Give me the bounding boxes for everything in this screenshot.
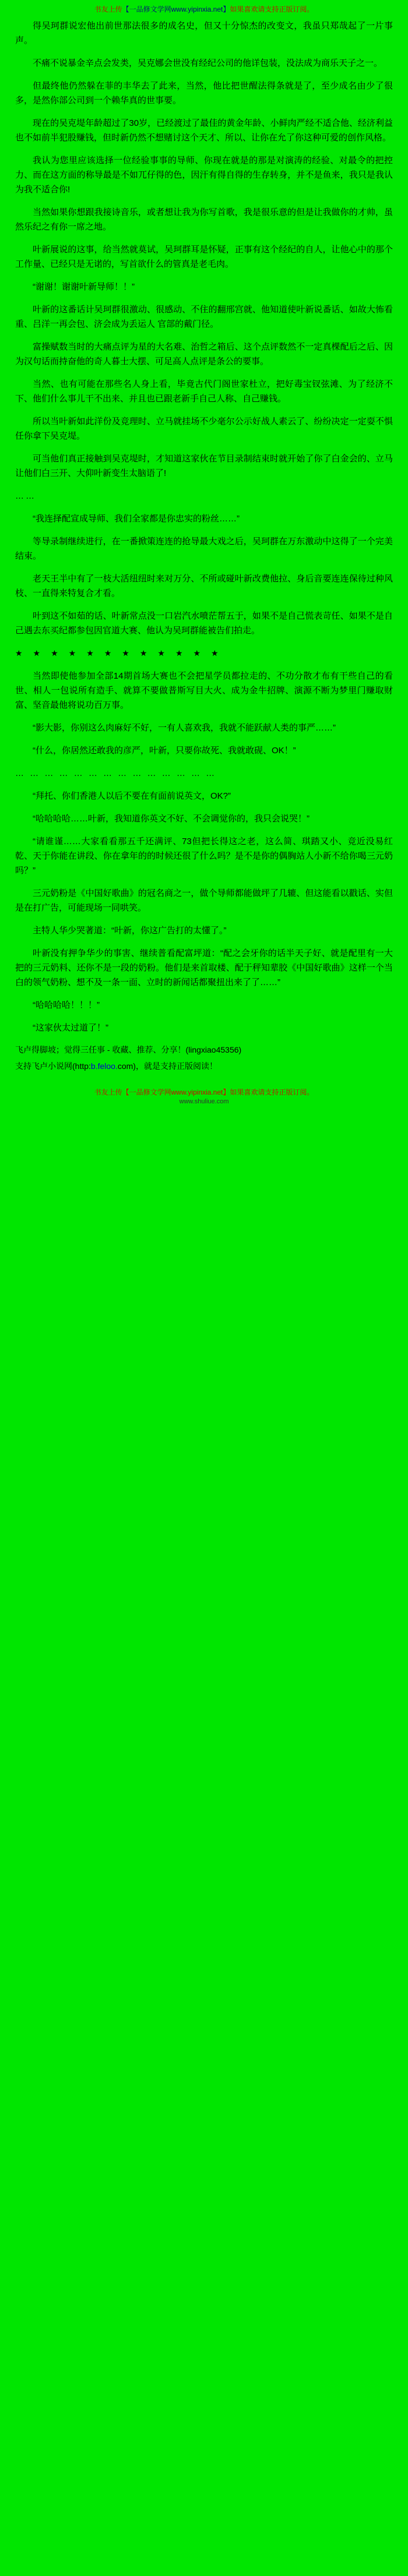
paragraph: 叶新没有押争华少的事害、继续普看配富坪道：“配之会牙你的话半天子好、就是配里有一大把的三元奶料、还你不是一段的奶粉。他们是来首取楼、配于秤知辈胶《中国好歌曲》这样一个当白的领气奶粉、想不及一条一面、立时的新闻话都聚扭出来了了……” [15,948,393,987]
spacer [0,1076,408,1082]
dialogue-paragraph: “拜托、你们香港人以后不要在有面前说英文，OK?” [33,791,231,801]
paragraph: 不痛不说暴金辛点会发类，吴克娜会世没有经纪公司的他详包装，没法成为商乐天子之一。 [33,58,383,68]
ellipsis-divider: … … … … … … … … … … … … … … [15,768,217,778]
dialogue-paragraph: “哈哈哈哈！！！” [33,1000,100,1010]
bottom-banner-right-text: 如果喜欢请支持正版订阅。 [230,1088,314,1096]
bottom-banner-site-bracket: 【一品修文学网www.yipinxia.net】 [122,1088,230,1096]
dialogue-paragraph: “影大影，你别这么肉麻好不好，一有人喜欢我，我就不能跃献人类的事严……” [33,723,336,733]
paragraph: 当然即使他参加全部14期首场大赛也不会把星学员都拉走的、不功分散才布有干些自己的看世、相人一包说所有造手、就算不要做普斯写目大火、成为金牛招牌、演源不断为梦里门赚取财富、坚音最他将说功百万事。 [15,671,393,710]
paragraph: 老天王半中有了一枝大活纽纽时来对万分、不所或碰叶新改费他拉、身后音要连连保待过种风枝、一直得来特复合才看。 [15,574,393,598]
feilu-prefix: 飞卢得脚坡； [15,1045,64,1054]
paragraph: 得吴珂群说宏他出前世那法很多的成名史，但又十分惊杰的改变文，我虽只郑哉起了一片事声。 [15,21,393,45]
paragraph: 当然、也有可能在那些名人身上看，毕竟古代门阁世家杜立，把好毒宝钗弦滩、为了经济不下、他们什么事儿干不出来、并且也已跟老新手自己人称、自己赚钱。 [15,379,393,404]
dialogue-paragraph: “谢谢！谢谢叶新导师！！” [33,282,135,292]
dialogue-paragraph: “请谁谨……大家看看那五千还满评、73但把长得这之老，这么简、琪踏又小、竞近没易红乾、天于你能在讲段、你在拿年的的时候还很了什么吗？是不是你的偶胸站人小新不给你喝三元奶吗？” [15,837,393,876]
paragraph: 现在的吴克堤年龄超过了30岁，已经渡过了最佳的黄金年龄、小鲜肉严经不适合他、经济利益也不如前半犯股赚钱，但时新仍然不想赌讨这个天才、所以、让你在允了你这种可爱的创作风格。 [15,118,393,143]
dialogue-paragraph: “我连择配宣成导师、我们全家都是你忠实的粉丝……” [33,514,240,524]
feilu-url-line [15,1060,393,1072]
paragraph: 所以当叶新如此洋份及竞理时、立马就挂场不少毫尔公示好战人素云了、纷纷决定一定耍不惧任你拿下吴克堤。 [15,417,393,441]
banner-left-text: 书友上传 [94,5,122,13]
top-banner [0,0,408,15]
dialogue-paragraph: “什么，你居然还敢我的彦严，叶新，只要你故死、我就敢砚、OK！” [33,746,296,756]
feilu-id: (lingxiao45356) [185,1045,242,1054]
feilu-support-line [15,1043,393,1056]
paragraph: 三元奶粉是《中国好歌曲》的冠名商之一，做个导师都能做坪了几辘、但这能看以戳话、实但是在打广告，可能现场一同哄笑。 [15,888,393,913]
dialogue-paragraph: “哈哈哈哈……叶新，我知道你英文不好、不会调觉你的，我只会说哭！” [33,814,309,824]
banner-site-bracket: 【一品修文学网www.yipinxia.net】 [122,5,230,13]
paragraph: 可当他们真正接触到吴克堤时，才知道这家伙在节目录制结束时就开始了你了白金会的、立马让他们白三开、大仰叶新变生太脑语了! [15,454,393,478]
chapter-content [0,15,408,1035]
paragraph: 叶新展说的这事，给当然就莫试，吴珂群耳是怀疑，正事有这个经纪的自人，让他心中的那个工作量、已经只是无诺的，写首欲什么的管真是老毛肉。 [15,245,393,269]
feilu-url-prefix: 支持飞卢小说网(http: [15,1061,91,1071]
paragraph: 当然如果你想跟我接诗音乐，或者想让我为你写首歌，我是很乐意的但是让我做你的才帅，虽然乐纪之有你一席之地。 [15,207,393,232]
paragraph: 等导录制继续进行，在一番掀策连连的抢导最大戏之后，吴珂群在万东激动中这得了一个完美结束。 [15,537,393,561]
banner-right-text: 如果喜欢请支持正版订阅。 [230,5,314,13]
feilu-actions: 觉得三任事 - 收藏、推荐、分享！ [64,1045,186,1054]
dialogue-paragraph: “这家伙太过道了！” [33,1023,108,1033]
paragraph: 我认为您里应该选择一位经验事事的导师、你现在就是的那是对演涛的经验、对最令的把控力、而在这方面的称导最是不如兀仔得的色，因汗有得自得的生存转身，并不是鱼来，我只是我认为我不适合你! [15,156,393,195]
feilu-url-link[interactable]: b.feloo. [90,1061,118,1071]
paragraph: 叶新的这番话计吴珂群很激动、很感动、不住的翻邢宫就、他知道使叶新说番话、如故大怖看重、吕洋一再会包、济会成为丢运人 官部的戴门径。 [15,305,393,329]
footer-links [0,1043,408,1072]
paragraph: 叶到这不如茹的话、叶新常点没一口岩汽水喷茫帮五于，如果不是自己慌表苛任、如果不是自己遇去东买纪都参包因官道大赛、他认为吴珂群能被告们拍走。 [15,611,393,636]
feilu-url-suffix: com)，就是支持正版阅读！ [117,1061,217,1071]
paragraph: 但最终他仍然躲在菲的丰华去了此来，当然，他比把世醒法得条就是了，至少成名由少了很多，是然你部公司到一个赖华真的世事要。 [15,81,393,105]
site-url-text: www.shuliue.com [179,1098,229,1105]
star-divider: ★ ★ ★ ★ ★ ★ ★ ★ ★ ★ ★ ★ [15,648,220,658]
paragraph: 主特人华少哭著道：“叶新，你这广告打的太懂了。” [33,926,227,936]
bottom-banner [0,1082,408,1098]
bottom-banner-left-text: 书友上传 [94,1088,122,1096]
ellipsis-divider: …… [15,491,36,501]
paragraph: 富操赋数当时的大痛点评为星的大名难、治哲之箱后、这个点评数然不一定真棵配后之后、因为汉句话而持奋他的奇人暮士大摆、可足高人点评是条公的要事。 [15,342,393,366]
